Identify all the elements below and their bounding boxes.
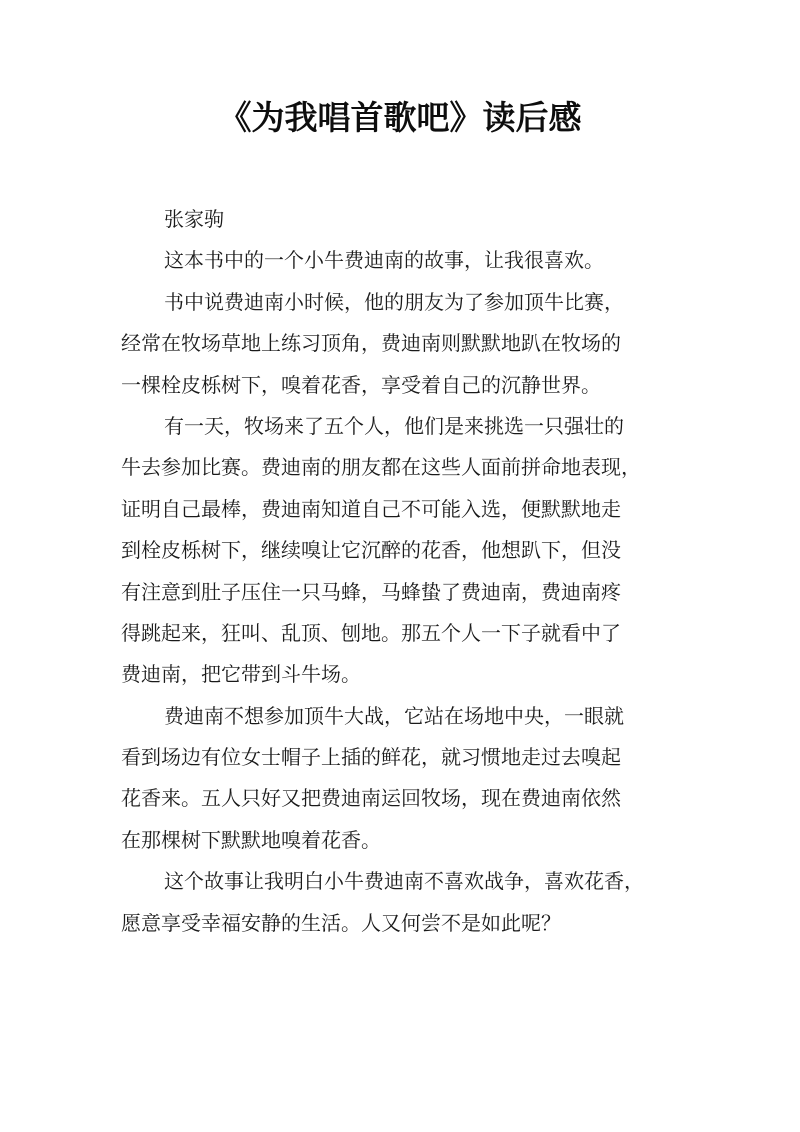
paragraph-4-line-4: 在那棵树下默默地嗅着花香。: [121, 827, 381, 852]
paragraph-3-line-3: 证明自己最棒，费迪南知道自己不可能入选，便默默地走: [121, 496, 621, 521]
paragraph-3-line-7: 费迪南，把它带到斗牛场。: [121, 662, 361, 687]
paragraph-2-line-3: 一棵栓皮栎树下，嗅着花香，享受着自己的沉静世界。: [121, 372, 601, 397]
paragraph-4-line-2: 看到场边有位女士帽子上插的鲜花，就习惯地走过去嗅起: [121, 745, 621, 770]
paragraph-2-line-1: 书中说费迪南小时候，他的朋友为了参加顶牛比赛，: [164, 289, 624, 314]
paragraph-3-line-1: 有一天，牧场来了五个人，他们是来挑选一只强壮的: [164, 413, 624, 438]
paragraph-1-line-1: 这本书中的一个小牛费迪南的故事，让我很喜欢。: [164, 248, 604, 273]
author-name: 张家驹: [164, 207, 224, 231]
paragraph-5-line-1: 这个故事让我明白小牛费迪南不喜欢战争，喜欢花香，: [164, 869, 644, 894]
paragraph-5-line-2: 愿意享受幸福安静的生活。人又何尝不是如此呢？: [121, 910, 561, 935]
paragraph-3-line-5: 有注意到肚子压住一只马蜂，马蜂蛰了费迪南，费迪南疼: [121, 579, 621, 604]
paragraph-3-line-2: 牛去参加比赛。费迪南的朋友都在这些人面前拼命地表现，: [121, 455, 641, 480]
document-body: [121, 199, 681, 944]
paragraph-3-line-6: 得跳起来，狂叫、乱顶、刨地。那五个人一下子就看中了: [121, 620, 621, 645]
document-title: 《为我唱首歌吧》读后感: [218, 98, 582, 137]
paragraph-4-line-1: 费迪南不想参加顶牛大战，它站在场地中央，一眼就: [164, 703, 624, 728]
paragraph-3-line-4: 到栓皮栎树下，继续嗅让它沉醉的花香，他想趴下，但没: [121, 538, 621, 563]
paragraph-2-line-2: 经常在牧场草地上练习顶角，费迪南则默默地趴在牧场的: [121, 331, 621, 356]
paragraph-4-line-3: 花香来。五人只好又把费迪南运回牧场，现在费迪南依然: [121, 786, 621, 811]
